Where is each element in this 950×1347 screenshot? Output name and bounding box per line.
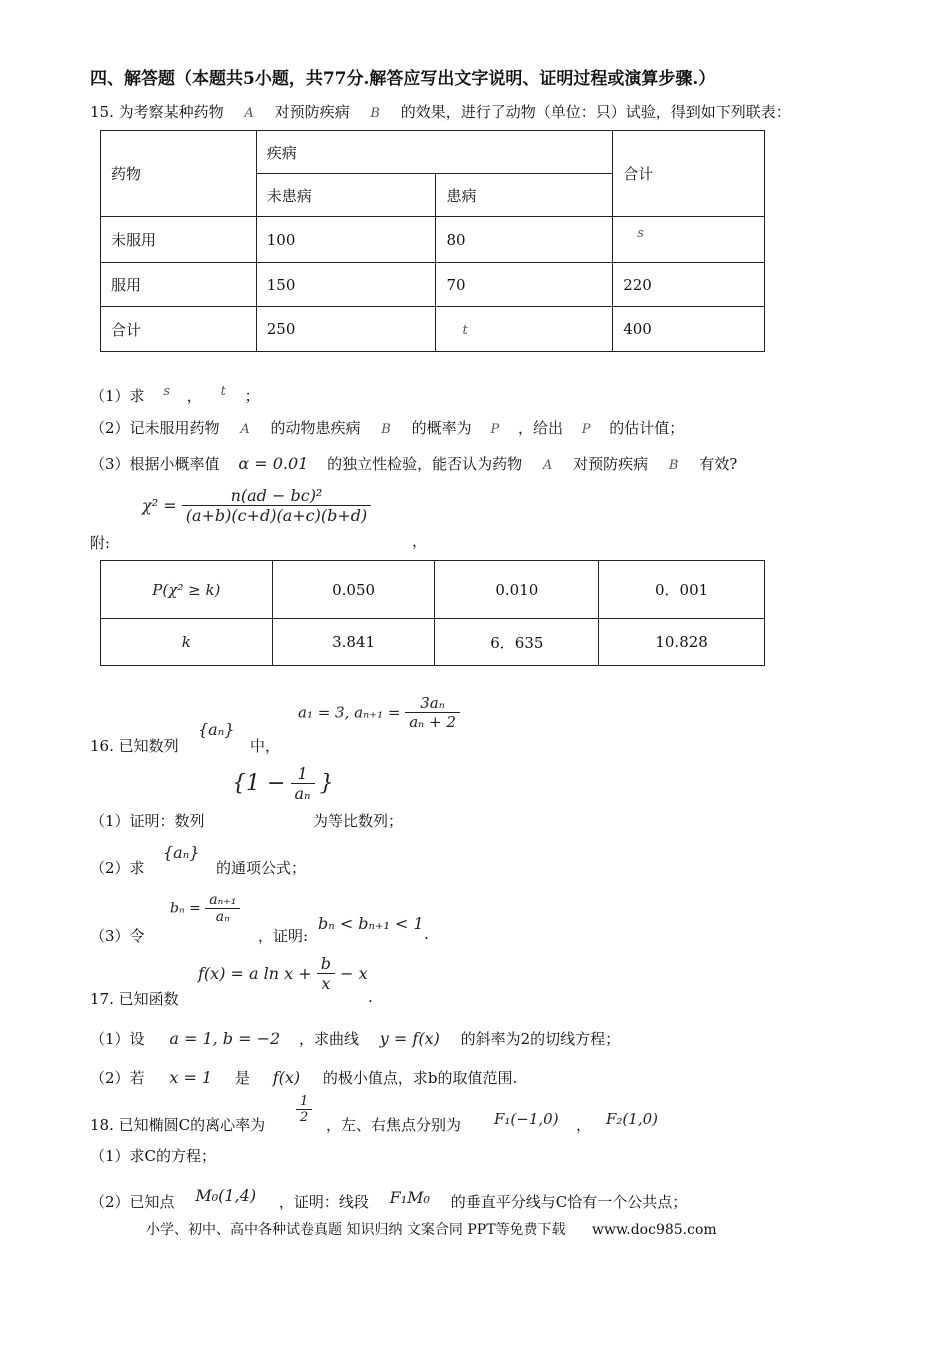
q15-p1-t: t [220,384,226,399]
row-label: 服用 [101,263,257,307]
q15-p1-pre: （1）求 [90,387,145,405]
chi-fraction [182,486,372,525]
q16-p2-pre: （2）求 [90,859,145,877]
q15-part2 [90,417,684,438]
cell: 3.841 [272,619,435,666]
cell: 250 [256,307,436,352]
q15-p3-B: B [668,458,679,473]
q17-f-tail: − x [340,964,368,983]
q16-p1-brace-r: } [319,771,334,796]
q16-p2-end: 的通项公式； [216,859,307,877]
q15-intro-pre: 15. 为考察某种药物 [90,103,224,121]
q17-p2-f: f(x) [272,1068,301,1087]
q17-p1-mid: ，求曲线 [298,1030,359,1048]
q17-f-fraction [317,954,335,993]
q15-p2-mid3: ，给出 [517,419,563,437]
q16-p3-def [170,892,240,925]
appendix-label: 附: [90,534,111,552]
chi-denominator: (a+b)(c+d)(a+c)(b+d) [185,506,368,525]
q15-p3-mid1: 的独立性检验，能否认为药物 [327,455,523,473]
q17-p1-curve: y = f(x) [379,1029,440,1048]
q15-p3-alpha: α = 0.01 [238,454,309,473]
q16-p1-pre: （1）证明：数列 [90,812,205,830]
q18-F2: F₂(1,0) [606,1110,658,1128]
cell-t [436,307,613,352]
q15-p3-end: 有效? [699,455,738,473]
q15-p2-end: 的估计值； [609,419,685,437]
cell: 0.010 [435,561,599,619]
contingency-table [100,130,765,352]
q18-p2-end: 的垂直平分线与C恰有一个公共点； [450,1193,688,1211]
q18-p2-seg: F₁M₀ [389,1188,430,1207]
cell: 0.050 [272,561,435,619]
q16-p3-ineq: bₙ < bₙ₊₁ < 1 [318,914,424,933]
q16-p3-num: aₙ₊₁ [205,892,240,909]
table-row [101,619,765,666]
cell-s [613,217,765,263]
q17-function [198,954,368,993]
q16-p2-seq: {aₙ} [163,843,200,862]
q15-p2-P1: P [490,422,500,437]
q16-mid: 中， [250,737,281,755]
q15-intro-post: 的效果，进行了动物（单位：只）试验，得到如下列联表： [400,103,791,121]
q18-p2-pre: （2）已知点 [90,1193,175,1211]
q15-sym-B: B [370,106,380,121]
crit-row1-label: P(χ² ≥ k) [101,561,273,619]
q17-part1 [90,1028,620,1049]
row-label: 合计 [101,307,257,352]
q15-p2-pre: （2）记未服用药物 [90,419,220,437]
cell: 70 [436,263,613,307]
q16-p3-den: aₙ [215,909,230,925]
cell: 6．635 [435,619,599,666]
q16-definition [298,694,460,731]
q16-def-num: 3aₙ [405,694,460,713]
th-sick: 患病 [436,174,613,217]
q18-e-fraction [296,1094,312,1125]
q17-f-end: . [368,988,373,1006]
q16-p1-end: 为等比数列； [313,812,404,830]
cell: 80 [436,217,613,263]
q16-p3-mid: ，证明: [258,927,309,945]
cell: 0．001 [599,561,765,619]
q18-p2-mid: ，证明：线段 [278,1193,369,1211]
th-disease: 疾病 [256,131,612,174]
q15-p3-pre: （3）根据小概率值 [90,455,220,473]
q18-e-den: 2 [300,1110,309,1125]
q16-p1-fraction [291,764,315,803]
table-row [101,307,765,352]
q15-sym-A: A [244,106,254,121]
chi-numerator: n(ad − bc)² [182,486,372,506]
q16-p1-brace-l: {1 − [232,771,286,796]
q18-eccentricity [296,1094,312,1125]
cell: 220 [613,263,765,307]
q17-f-den: x [321,974,331,993]
cell-t-sym: t [462,323,468,338]
q18-F1: F₁(−1,0) [494,1110,559,1128]
th-total: 合计 [613,131,765,217]
q18-comma: ， [576,1116,592,1134]
q16-p3-pre: （3）令 [90,927,145,945]
q15-p2-A: A [240,422,250,437]
q17-p2-mid: 是 [234,1069,250,1087]
q16-p1-num: 1 [291,764,315,784]
q15-p2-P2: P [581,422,591,437]
th-not-sick: 未患病 [256,174,436,217]
q15-p3-A: A [542,458,553,473]
q16-p1-expr [232,764,334,803]
cell-s-sym: s [637,225,644,241]
q16-def-den: aₙ + 2 [409,713,456,731]
q17-pre: 17. 已知函数 [90,990,179,1008]
q15-part1 [90,385,260,406]
table-row [101,217,765,263]
table-row [101,561,765,619]
q15-p2-B: B [381,422,391,437]
section-heading: 四、解答题（本题共5小题，共77分.解答应写出文字说明、证明过程或演算步骤.） [90,69,716,89]
q17-part2 [90,1067,517,1088]
q16-p3-end: . [424,925,429,943]
chi-square-formula [142,486,371,525]
q16-p3-fraction [205,892,240,925]
q15-p1-s: s [163,384,170,399]
q16-p3-lhs: bₙ = [170,900,201,917]
q15-intro [90,101,791,122]
q15-p2-mid2: 的概率为 [411,419,472,437]
table-row [101,263,765,307]
q16-def-fraction [405,694,460,731]
q15-p3-mid2: 对预防疾病 [573,455,649,473]
q15-p2-mid1: 的动物患疾病 [270,419,361,437]
q15-intro-mid: 对预防疾病 [274,103,350,121]
q16-p1-den: aₙ [294,784,311,803]
q17-p1-cond: a = 1, b = −2 [169,1029,281,1048]
q18-p2-M: M₀(1,4) [195,1186,257,1205]
q17-f-lhs: f(x) = a ln x + [198,964,312,983]
cell: 400 [613,307,765,352]
footer [146,1219,717,1239]
q18-part2 [90,1186,688,1212]
q17-p2-pre: （2）若 [90,1069,145,1087]
footer-text: 小学、初中、高中各种试卷真题 知识归纳 文案合同 PPT等免费下载 [146,1222,566,1238]
q15-part3 [90,453,737,474]
cell: 100 [256,217,436,263]
cell: 10.828 [599,619,765,666]
q15-p1-end: ； [244,387,260,405]
q17-p1-end: 的斜率为2的切线方程； [460,1030,621,1048]
crit-row2-label: k [101,619,273,666]
q17-p2-x: x = 1 [169,1068,213,1087]
q16-pre: 16. 已知数列 [90,737,179,755]
q18-pre: 18. 已知椭圆C的离心率为 [90,1116,266,1134]
cell: 150 [256,263,436,307]
q17-p1-pre: （1）设 [90,1030,145,1048]
q16-def-lhs: a₁ = 3, aₙ₊₁ = [298,703,401,722]
q17-f-num: b [317,954,335,974]
q18-mid: ，左、右焦点分别为 [326,1116,462,1134]
row-label: 未服用 [101,217,257,263]
q15-p1-comma: ， [186,387,202,405]
q17-p2-end: 的极小值点，求b的取值范围. [322,1069,518,1087]
chi-lhs: χ² = [142,496,177,515]
chi-comma: ， [412,532,428,550]
q18-p1: （1）求C的方程； [90,1147,217,1165]
critical-value-table [100,560,765,666]
footer-url[interactable]: www.doc985.com [591,1222,717,1238]
q16-seq: {aₙ} [198,720,235,739]
th-drug: 药物 [101,131,257,217]
q18-e-num: 1 [296,1094,312,1110]
